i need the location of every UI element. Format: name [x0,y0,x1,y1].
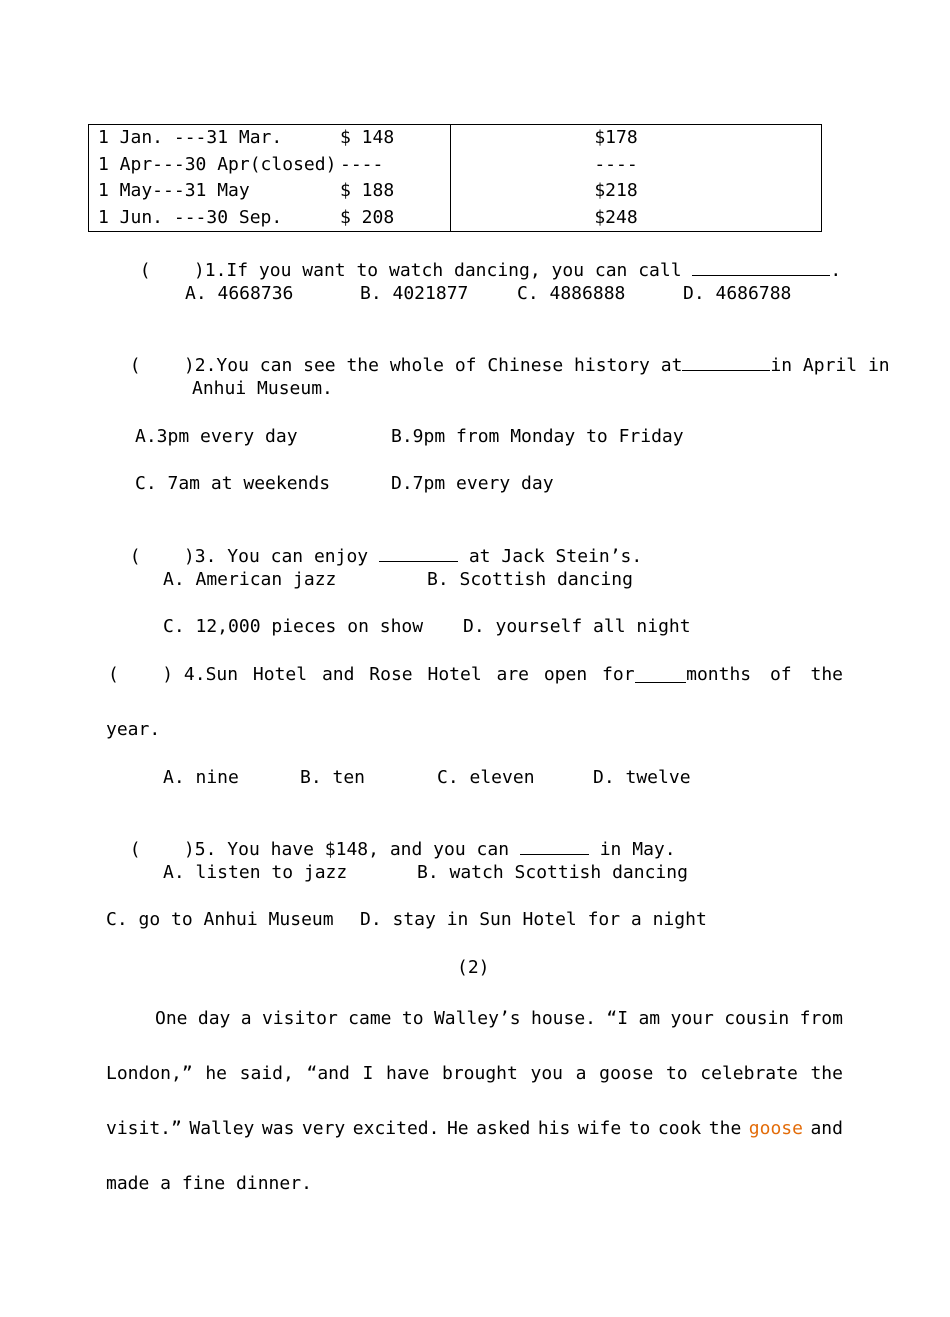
passage-word: visit.” [106,1118,182,1139]
question-2 [108,330,890,377]
passage-word: “and [306,1063,350,1084]
answer-bracket-open[interactable]: ( [139,260,151,281]
passage-word: to [628,1118,651,1139]
passage-word: he [205,1063,228,1084]
price1-cell: $ 148 [340,125,451,152]
question-4-line2: year. [106,719,161,740]
passage-word: the [810,1063,843,1084]
table-row [89,125,822,152]
question-text: If you want to watch dancing, you can call [226,260,682,281]
question-number: 3. [194,546,217,567]
question-text: Sun Hotel and Rose Hotel are open for [205,664,635,685]
answer-blank [682,352,770,371]
option-b: B. Scottish dancing [427,569,633,590]
price2-cell: $178 [594,127,638,149]
price-table [88,124,822,232]
passage-word: to [401,1008,424,1029]
answer-bracket-close: ) [183,839,195,860]
passage-word: asked [476,1118,531,1139]
passage-word: came [348,1008,392,1029]
answer-bracket-close: ) [183,355,195,376]
passage-word: very [301,1118,346,1139]
table-row [89,204,822,231]
passage-word: cousin [724,1008,790,1029]
passage-word: I [362,1063,374,1084]
passage-word: cook [657,1118,702,1139]
option-a: A. American jazz [163,569,337,590]
question-tail: at Jack Stein’s. [468,546,643,567]
question-5 [108,814,676,861]
question-tail: months of the [686,664,843,685]
question-end: . [830,260,842,281]
question-tail: in April in [770,355,890,376]
passage-word: a [240,1008,252,1029]
passage-word: said, [239,1063,294,1084]
passage-line-4: made a fine dinner. [106,1173,312,1194]
period-cell: 1 Apr---30 Apr(closed) [98,153,337,175]
passage-word: house. [531,1008,597,1029]
question-number: 2. [194,355,217,376]
option-b: B.9pm from Monday to Friday [391,426,684,447]
price2-cell: ---- [594,153,638,175]
period-cell: 1 Jun. ---30 Sep. [98,206,283,228]
answer-blank [379,543,458,562]
price2-cell: $248 [594,206,638,228]
passage-word: a [575,1063,587,1084]
passage-line-1 [155,1008,843,1030]
question-number: 1. [204,260,227,281]
table-row [89,178,822,204]
question-text: You can enjoy [227,546,369,567]
section-heading: (2) [457,957,490,978]
passage-word: and [810,1118,843,1139]
passage-word: goose [599,1063,654,1084]
answer-blank [635,664,687,683]
answer-bracket-open[interactable]: ( [108,664,119,685]
option-a: A. nine [163,767,239,788]
question-text: You have $148, and you can [227,839,510,860]
question-number: 4. [183,664,206,685]
passage-word: you [530,1063,563,1084]
option-a: A.3pm every day [135,426,298,447]
option-c: C. 12,000 pieces on show [163,616,424,637]
option-b: B. watch Scottish dancing [417,862,688,883]
passage-word: your [670,1008,714,1029]
price2-cell: $218 [594,180,638,202]
passage-word: Walley’s [433,1008,521,1029]
passage-word: excited. [352,1118,440,1139]
answer-bracket-close: ) [193,260,205,281]
passage-word: wife [577,1118,622,1139]
passage-word: from [799,1008,843,1029]
option-c: C. go to Anhui Museum [106,909,334,930]
price1-cell: ---- [340,152,451,178]
passage-word: “I [606,1008,629,1029]
option-a: A. listen to jazz [163,862,348,883]
question-text: You can see the whole of Chinese history at [216,355,683,376]
answer-bracket-open[interactable]: ( [129,839,141,860]
answer-blank [520,836,589,855]
option-c: C. 4886888 [517,283,626,304]
passage-word: celebrate [700,1063,798,1084]
passage-word: have [385,1063,430,1084]
passage-line-3 [106,1118,843,1140]
answer-bracket-close: ) [162,664,174,685]
option-c: C. eleven [437,767,535,788]
option-c: C. 7am at weekends [135,473,331,494]
answer-blank [692,257,830,276]
question-number: 5. [194,839,217,860]
passage-word: One [155,1008,188,1029]
passage-line-2 [106,1063,843,1085]
passage-word: am [638,1008,661,1029]
highlighted-word: goose [748,1118,803,1139]
passage-word: was [261,1118,295,1139]
passage-word: day [197,1008,231,1029]
passage-word: visitor [261,1008,338,1029]
question-3 [108,521,642,568]
option-d: D. 4686788 [683,283,792,304]
question-1 [118,235,841,282]
passage-word: the [708,1118,742,1139]
passage-word: London,” [106,1063,193,1084]
option-a: A. 4668736 [185,283,294,304]
price1-cell: $ 188 [340,178,451,204]
passage-word: He [446,1118,469,1139]
option-d: D. yourself all night [463,616,691,637]
option-d: D.7pm every day [391,473,554,494]
answer-bracket-open[interactable]: ( [129,546,141,567]
passage-word: Walley [189,1118,255,1139]
option-d: D. stay in Sun Hotel for a night [360,909,707,930]
table-row [89,152,822,178]
option-d: D. twelve [593,767,691,788]
question-2-line2: Anhui Museum. [192,378,333,399]
passage-word: brought [441,1063,518,1084]
passage-word: to [665,1063,688,1084]
answer-bracket-close: ) [183,546,195,567]
period-cell: 1 Jan. ---31 Mar. [98,127,283,149]
question-tail: in May. [599,839,676,860]
answer-bracket-open[interactable]: ( [129,355,141,376]
question-4 [108,664,843,686]
period-cell: 1 May---31 May [98,180,250,202]
price1-cell: $ 208 [340,204,451,231]
option-b: B. ten [300,767,366,788]
passage-word: his [537,1118,571,1139]
option-b: B. 4021877 [360,283,469,304]
